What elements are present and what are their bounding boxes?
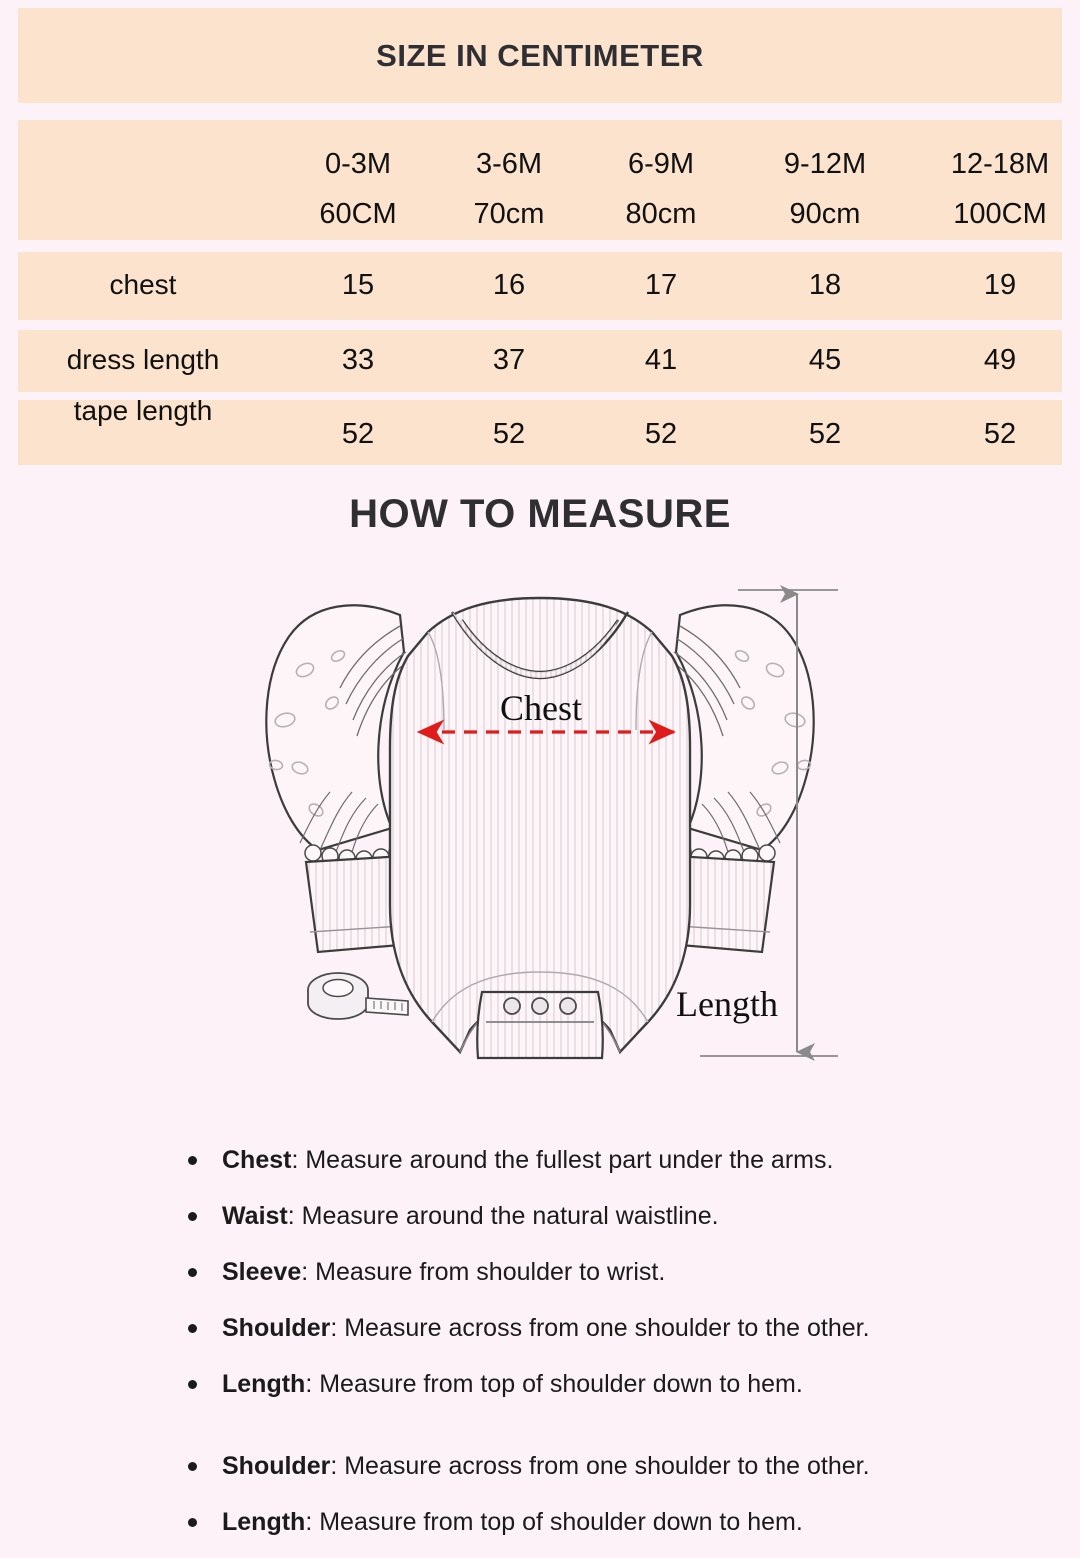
length-label: Length bbox=[676, 984, 778, 1024]
cell-tape-3: 52 bbox=[644, 418, 678, 450]
list-item-term: Waist bbox=[222, 1202, 288, 1230]
list-item-desc: : Measure around the natural waistline. bbox=[287, 1202, 719, 1230]
cell-tape-4: 52 bbox=[808, 418, 842, 450]
list-item bbox=[0, 1356, 1080, 1412]
list-item bbox=[0, 1188, 1080, 1244]
chest-label: Chest bbox=[500, 688, 583, 728]
cell-tape-1: 52 bbox=[341, 418, 375, 450]
column-header-age-5: 12-18M bbox=[950, 148, 1050, 180]
cell-dress-1: 33 bbox=[341, 344, 375, 376]
bullet-icon bbox=[188, 1380, 197, 1389]
tape-measure-icon bbox=[308, 973, 408, 1019]
row-label-dress-length: dress length bbox=[66, 344, 220, 375]
list-item-term: Shoulder bbox=[222, 1452, 331, 1480]
list-item bbox=[0, 1132, 1080, 1188]
column-header-size-2: 70cm bbox=[473, 198, 545, 230]
list-item-desc: : Measure across from one shoulder to the other. bbox=[330, 1314, 870, 1342]
column-header-size-1: 60CM bbox=[319, 198, 397, 230]
table-row bbox=[18, 330, 1062, 392]
column-header-age-4: 9-12M bbox=[783, 148, 867, 180]
cell-dress-3: 41 bbox=[644, 344, 678, 376]
list-item bbox=[0, 1494, 1080, 1550]
cell-chest-5: 19 bbox=[983, 269, 1017, 301]
bullet-icon bbox=[188, 1212, 197, 1221]
cell-dress-4: 45 bbox=[808, 344, 842, 376]
bullet-icon bbox=[188, 1324, 197, 1333]
table-row bbox=[18, 395, 1062, 465]
cell-tape-5: 52 bbox=[983, 418, 1017, 450]
list-item-term: Chest bbox=[222, 1146, 292, 1174]
list-item bbox=[0, 1244, 1080, 1300]
list-item bbox=[0, 1300, 1080, 1356]
garment-diagram bbox=[0, 560, 1080, 1120]
column-header-age-2: 3-6M bbox=[475, 148, 543, 180]
cell-chest-3: 17 bbox=[644, 269, 678, 301]
list-item-desc: : Measure across from one shoulder to the other. bbox=[330, 1452, 870, 1480]
table-row bbox=[18, 252, 1062, 320]
size-table-title-band bbox=[18, 8, 1062, 103]
bullet-icon bbox=[188, 1156, 197, 1165]
list-item-term: Length bbox=[222, 1508, 306, 1536]
cell-tape-2: 52 bbox=[492, 418, 526, 450]
list-item-desc: : Measure around the fullest part under the arms. bbox=[291, 1146, 834, 1174]
bullet-icon bbox=[188, 1518, 197, 1527]
column-header-size-3: 80cm bbox=[625, 198, 697, 230]
row-label-chest: chest bbox=[109, 269, 177, 300]
list-item-desc: : Measure from shoulder to wrist. bbox=[301, 1258, 666, 1286]
column-header-size-5: 100CM bbox=[953, 198, 1047, 230]
bullet-icon bbox=[188, 1462, 197, 1471]
list-item bbox=[0, 1438, 1080, 1494]
how-to-measure-title: HOW TO MEASURE bbox=[349, 492, 731, 536]
measure-instructions-list bbox=[0, 1132, 1080, 1550]
column-header-age-1: 0-3M bbox=[324, 148, 392, 180]
column-header-age-3: 6-9M bbox=[627, 148, 695, 180]
list-item-desc: : Measure from top of shoulder down to hem. bbox=[305, 1508, 803, 1536]
bullet-icon bbox=[188, 1268, 197, 1277]
cell-chest-4: 18 bbox=[808, 269, 842, 301]
cell-chest-2: 16 bbox=[492, 269, 526, 301]
list-item-term: Shoulder bbox=[222, 1314, 331, 1342]
page-title: SIZE IN CENTIMETER bbox=[376, 37, 704, 73]
size-table-header-band bbox=[18, 120, 1062, 240]
row-label-tape-length: tape length bbox=[73, 395, 213, 426]
cell-chest-1: 15 bbox=[341, 269, 375, 301]
column-header-size-4: 90cm bbox=[789, 198, 861, 230]
cell-dress-2: 37 bbox=[492, 344, 526, 376]
cell-dress-5: 49 bbox=[983, 344, 1017, 376]
list-item-desc: : Measure from top of shoulder down to hem. bbox=[305, 1370, 803, 1398]
list-item-term: Sleeve bbox=[222, 1258, 302, 1286]
list-item-term: Length bbox=[222, 1370, 306, 1398]
